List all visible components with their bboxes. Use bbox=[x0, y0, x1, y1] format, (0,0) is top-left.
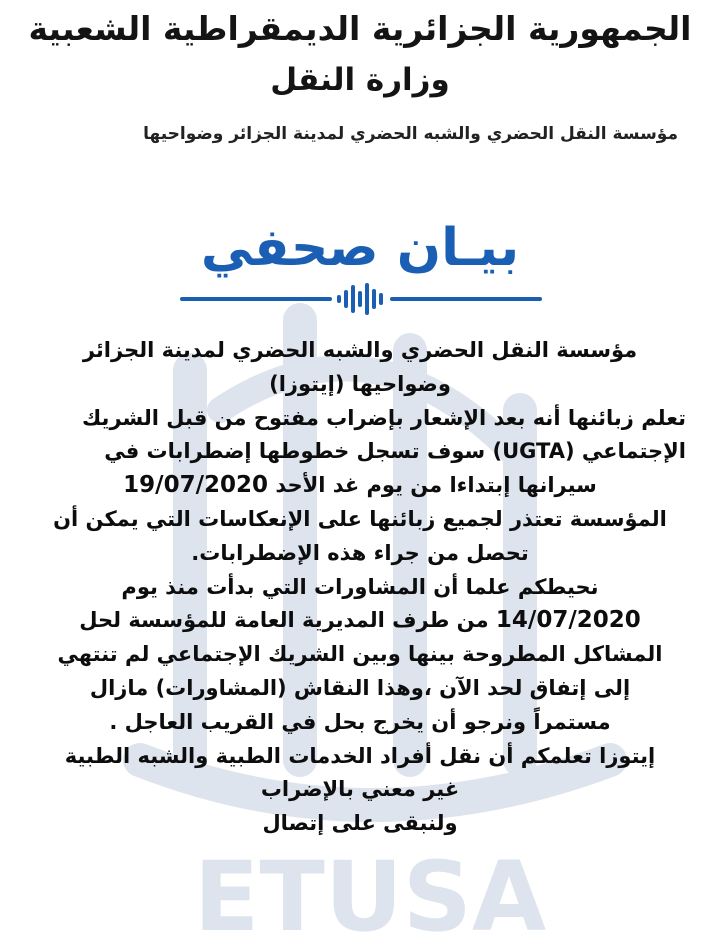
strike-start-date: 19/07/2020 bbox=[123, 472, 268, 499]
body-line: المشاكل المطروحة بينها وبين الشريك الإجتماعي لم تنتهي bbox=[57, 642, 663, 667]
body-text: سيرانها إبتداءا من يوم غد الأحد bbox=[275, 473, 597, 498]
body-line: مؤسسة النقل الحضري والشبه الحضري لمدينة الجزائر bbox=[82, 338, 638, 362]
republic-header: الجمهورية الجزائرية الديمقراطية الشعبية bbox=[28, 9, 692, 48]
body-line: إيتوزا تعلمكم أن نقل أفراد الخدمات الطبية والشبه الطبية bbox=[64, 743, 656, 768]
statement-body bbox=[34, 334, 686, 841]
body-line: وضواحيها (إيتوزا) bbox=[269, 371, 451, 396]
body-text: من طرف المديرية العامة للمؤسسة لحل bbox=[79, 608, 489, 633]
body-line: تعلم زبائنها أنه بعد الإشعار بإضراب مفتوح من قبل الشريك bbox=[82, 405, 686, 430]
body-line: ولنبقى على إتصال bbox=[262, 811, 458, 836]
body-line: غير معني بالإضراب bbox=[260, 777, 460, 802]
svg-text:ETUSA: ETUSA bbox=[193, 841, 547, 950]
body-line bbox=[34, 604, 686, 638]
body-line bbox=[34, 469, 686, 503]
body-line: مستمراً ونرجو أن يخرج بحل في القريب العاجل . bbox=[109, 709, 611, 734]
body-line: المؤسسة تعتذر لجميع زبائنها على الإنعكاسات التي يمكن أن bbox=[53, 506, 667, 531]
press-release-title: بيـان صحفي bbox=[200, 218, 520, 278]
body-line: الإجتماعي (UGTA) سوف تسجل خطوطها إضطرابات في bbox=[104, 439, 686, 464]
title-divider bbox=[180, 282, 542, 316]
body-line: تحصل من جراء هذه الإضطرابات. bbox=[191, 540, 529, 565]
body-line: إلى إتفاق لحد الآن ،وهذا النقاش (المشاورات) مازال bbox=[89, 675, 631, 700]
ministry-header: وزارة النقل bbox=[270, 62, 450, 98]
company-header: مؤسسة النقل الحضري والشبه الحضري لمدينة الجزائر وضواحيها bbox=[143, 124, 678, 144]
body-line: نحيطكم علما أن المشاورات التي بدأت منذ يوم bbox=[121, 574, 599, 599]
consultation-start-date: 14/07/2020 bbox=[495, 607, 641, 634]
